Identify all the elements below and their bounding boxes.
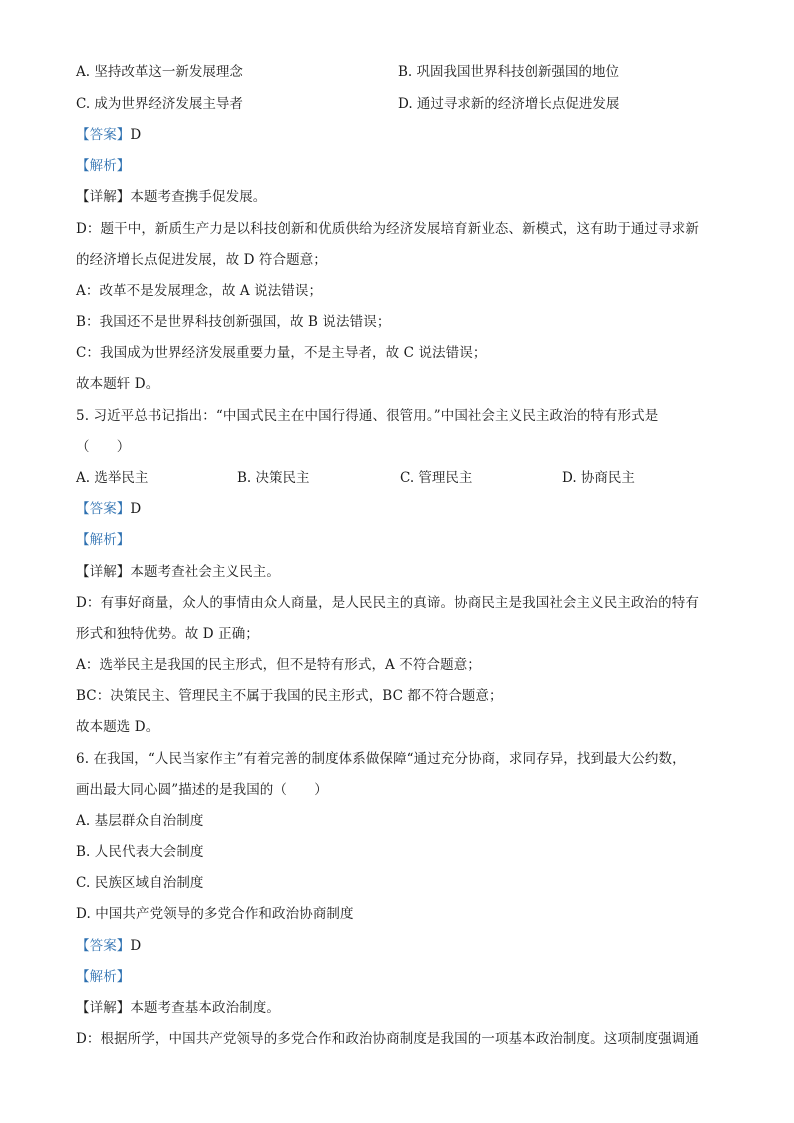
q4-option-c: C. 成为世界经济发展主导者 — [76, 96, 243, 112]
q6-option-a: A. 基层群众自治制度 — [76, 813, 204, 829]
q5-option-d: D. 协商民主 — [562, 470, 635, 486]
detail-intro: 本题考查社会主义民主。 — [130, 564, 281, 580]
q5-stem: 5. 习近平总书记指出：“中国式民主在中国行得通、很管用。”中国社会主义民主政治的特有形式是 — [76, 408, 659, 424]
q4-explanation-line: A：改革不是发展理念，故 A 说法错误； — [76, 283, 323, 299]
q5-option-b: B. 决策民主 — [237, 470, 310, 486]
q4-option-b: B. 巩固我国世界科技创新强国的地位 — [398, 64, 620, 80]
q5-explanation-line: A：选举民主是我国的民主形式，但不是特有形式，A 不符合题意； — [76, 657, 481, 673]
q4-explanation-line: D：题干中，新质生产力是以科技创新和优质供给为经济发展培育新业态、新模式，这有助于通过寻求新 — [76, 221, 699, 237]
q6-option-b: B. 人民代表大会制度 — [76, 844, 204, 860]
detail-tag: 【详解】 — [76, 564, 131, 580]
q4-option-d: D. 通过寻求新的经济增长点促进发展 — [398, 96, 620, 112]
analysis-tag: 【解析】 — [76, 158, 131, 174]
detail-intro: 本题考查基本政治制度。 — [130, 1000, 281, 1016]
detail-tag: 【详解】 — [76, 189, 131, 205]
q4-answer — [76, 125, 141, 145]
q4-detail — [76, 187, 266, 207]
answer-value: D — [130, 501, 142, 517]
q6-stem-line2: 画出最大同心圆”描述的是我国的（ ） — [76, 782, 328, 798]
q5-detail — [76, 562, 280, 582]
detail-intro: 本题考查携手促发展。 — [130, 189, 267, 205]
q6-stem: 6. 在我国，“人民当家作主”有着完善的制度体系做保障“通过充分协商，求同存异，找到最大公约数， — [76, 751, 686, 767]
answer-value: D — [130, 127, 142, 143]
q6-answer — [76, 936, 141, 956]
q4-analysis-tag — [76, 156, 130, 176]
q4-conclusion: 故本题轩 D。 — [76, 376, 160, 392]
q6-analysis-tag — [76, 967, 130, 987]
q5-option-a: A. 选举民主 — [76, 470, 149, 486]
q5-analysis-tag — [76, 530, 130, 550]
q5-option-c: C. 管理民主 — [400, 470, 473, 486]
answer-tag: 【答案】 — [76, 127, 131, 143]
q4-explanation-line: 的经济增长点促进发展，故 D 符合题意； — [76, 252, 327, 268]
q5-explanation-line: D：有事好商量，众人的事情由众人商量，是人民民主的真谛。协商民主是我国社会主义民主政治的特有 — [76, 595, 699, 611]
detail-tag: 【详解】 — [76, 1000, 131, 1016]
q4-explanation-line: B：我国还不是世界科技创新强国，故 B 说法错误； — [76, 314, 391, 330]
q6-detail — [76, 998, 280, 1018]
q5-answer — [76, 499, 141, 519]
q4-option-a: A. 坚持改革这一新发展理念 — [76, 64, 243, 80]
analysis-tag: 【解析】 — [76, 532, 131, 548]
answer-tag: 【答案】 — [76, 501, 131, 517]
q5-conclusion: 故本题选 D。 — [76, 719, 160, 735]
q4-explanation-line: C：我国成为世界经济发展重要力量，不是主导者，故 C 说法错误； — [76, 345, 487, 361]
q6-explanation-line: D：根据所学，中国共产党领导的多党合作和政治协商制度是我国的一项基本政治制度。这项制度强调通 — [76, 1031, 699, 1047]
q5-explanation-line: BC：决策民主、管理民主不属于我国的民主形式，BC 都不符合题意； — [76, 688, 503, 704]
q6-option-d: D. 中国共产党领导的多党合作和政治协商制度 — [76, 906, 354, 922]
q5-stem-blank: （ ） — [76, 439, 131, 455]
analysis-tag: 【解析】 — [76, 969, 131, 985]
q6-option-c: C. 民族区域自治制度 — [76, 875, 204, 891]
q5-explanation-line: 形式和独特优势。故 D 正确； — [76, 626, 259, 642]
answer-value: D — [130, 938, 142, 954]
answer-tag: 【答案】 — [76, 938, 131, 954]
